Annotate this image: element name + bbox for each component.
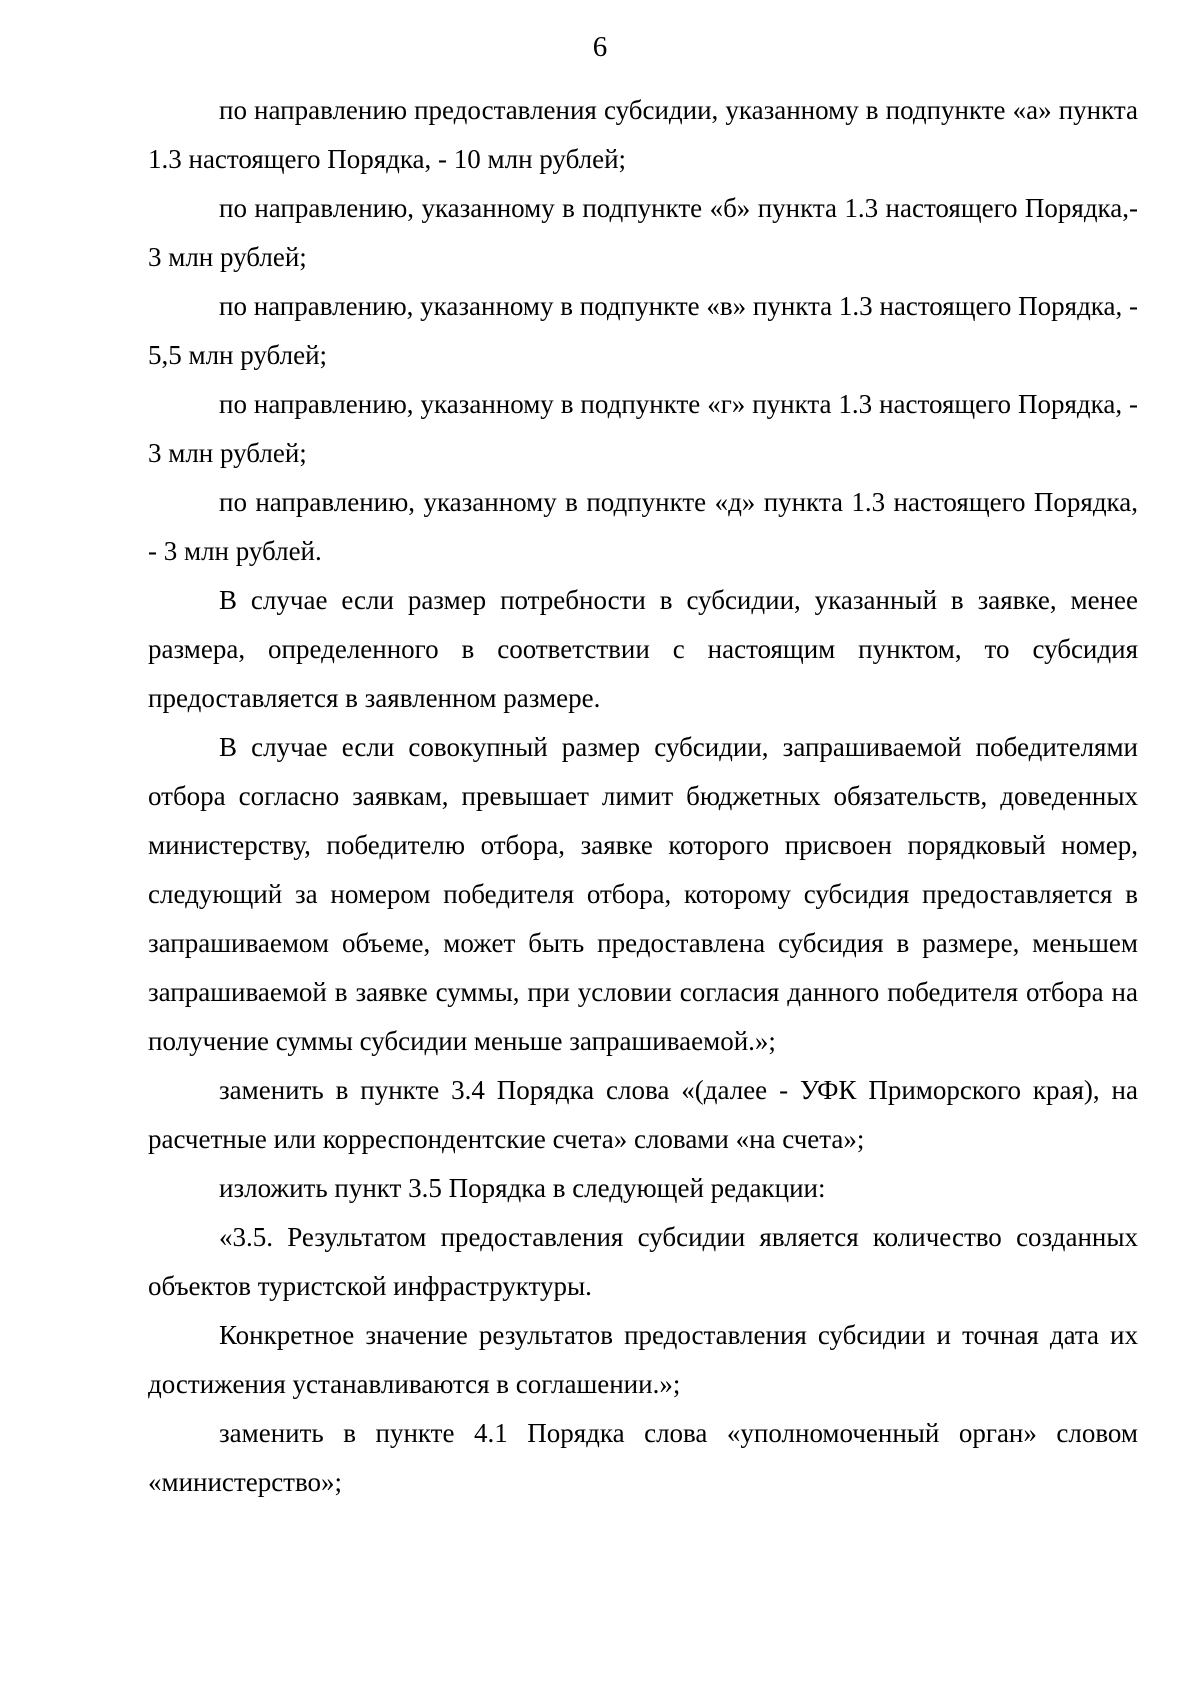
paragraph-amend-4-1: заменить в пункте 4.1 Порядка слова «уполномоченный орган» словом «министерство»; (148, 1418, 1138, 1497)
paragraph-requested-amount-less: В случае если размер потребности в субсидии, указанный в заявке, менее размера, определенного в соответствии с настоящим пунктом, то субсидия предоставляется в заявленном размере. (148, 585, 1138, 713)
paragraph-amend-3-4: заменить в пункте 3.4 Порядка слова «(далее - УФК Приморского края), на расчетные или корреспондентские счета» словами «на счета»; (148, 1075, 1138, 1154)
paragraph-3-5-result: «3.5. Результатом предоставления субсидии является количество созданных объектов туристской инфраструктуры. (148, 1222, 1138, 1301)
paragraph-limit-exceeded: В случае если совокупный размер субсидии, запрашиваемой победителями отбора согласно заявкам, превышает лимит бюджетных обязательств, доведенных министерству, победителю отбора, заявке которого присвоен порядковый номер, следующий за номером победителя отбора, которому субсидия предоставляется в запрашиваемом объеме, может быть предоставлена субсидия в размере, меньшем запрашиваемой в заявке суммы, при условии согласия данного победителя отбора на получение суммы субсидии меньше запрашиваемой.»; (148, 732, 1138, 1056)
paragraph-subsidy-direction-v: по направлению, указанному в подпункте «в» пункта 1.3 настоящего Порядка, - 5,5 млн рублей; (148, 291, 1138, 370)
paragraph-3-5-agreement: Конкретное значение результатов предоставления субсидии и точная дата их достижения устанавливаются в соглашении.»; (148, 1320, 1138, 1399)
paragraph-restate-3-5: изложить пункт 3.5 Порядка в следующей редакции: (219, 1173, 826, 1203)
paragraph-subsidy-direction-a: по направлению предоставления субсидии, указанному в подпункте «а» пункта 1.3 настоящего Порядка, - 10 млн рублей; (148, 95, 1138, 174)
page-number: 6 (592, 31, 608, 63)
paragraph-subsidy-direction-b: по направлению, указанному в подпункте «б» пункта 1.3 настоящего Порядка,- 3 млн рублей; (148, 193, 1138, 272)
paragraph-subsidy-direction-d: по направлению, указанному в подпункте «д» пункта 1.3 настоящего Порядка, - 3 млн рублей. (148, 487, 1138, 566)
paragraph-subsidy-direction-g: по направлению, указанному в подпункте «г» пункта 1.3 настоящего Порядка, - 3 млн рублей; (148, 389, 1138, 468)
document-body (148, 86, 1138, 1507)
